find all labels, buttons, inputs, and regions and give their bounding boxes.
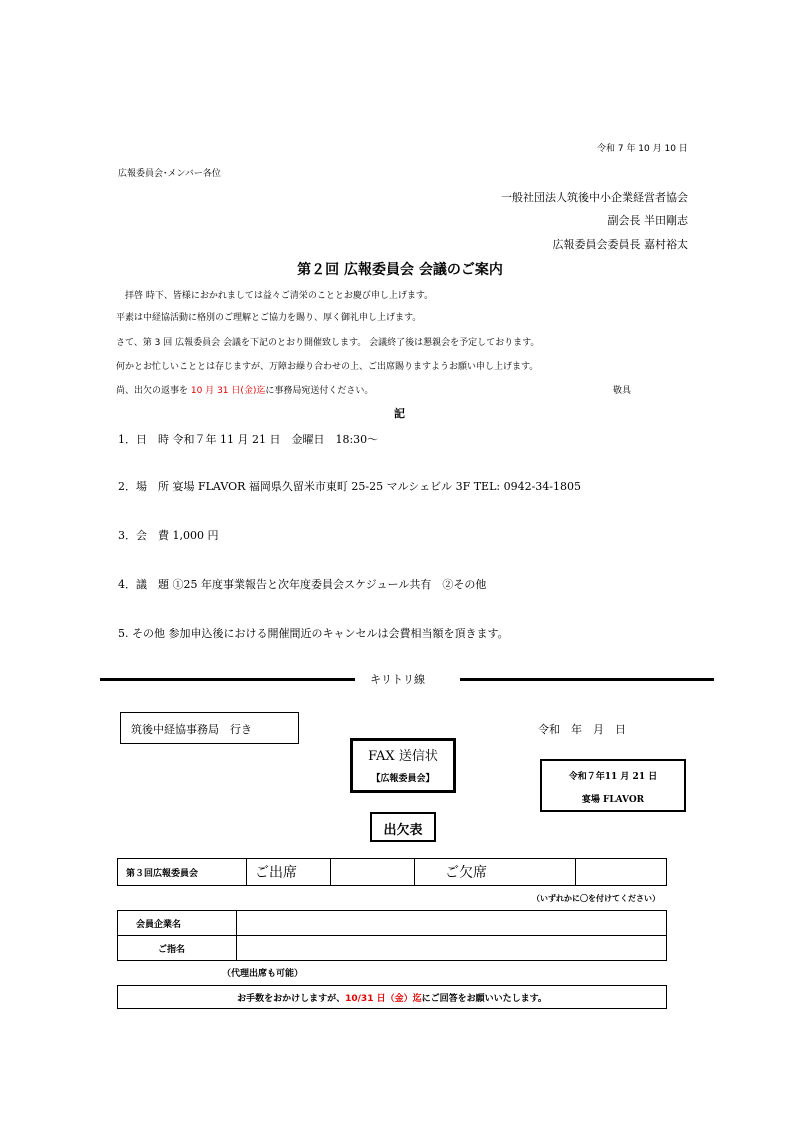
request-paragraph: 何かとお忙しいこととは存じますが、万障お繰り合わせの上、ご出席賜りますようお願い申し上げます。 xyxy=(116,362,539,372)
recipient: 広報委員会･メンバー各位 xyxy=(118,169,221,179)
cut-line-right xyxy=(460,678,714,681)
event-date: 令和７年11 月 21 日 xyxy=(568,772,658,782)
reply-date-line: 令和 年 月 日 xyxy=(538,723,626,736)
fax-title-box xyxy=(350,738,456,793)
company-label: 会員企業名 xyxy=(118,911,237,936)
address-to: 筑後中経協事務局 行き xyxy=(131,723,252,736)
absent-mark-cell[interactable] xyxy=(576,859,667,886)
reply-request-paragraph xyxy=(116,383,373,396)
attendance-table xyxy=(117,858,667,886)
absent-option[interactable]: ご欠席 xyxy=(415,859,576,886)
cut-line-left xyxy=(100,678,355,681)
footer-post: にご回答をお願いいたします。 xyxy=(421,994,547,1004)
sender-org: 一般社団法人筑後中小企業経営者協会 xyxy=(501,191,688,204)
announcement-paragraph: さて、第 3 回 広報委員会 会議を下記のとおり開催致します。 会議終了後は懇親会を予定しております。 xyxy=(116,338,540,348)
fax-title: FAX 送信状 xyxy=(368,749,438,764)
letter-date: 令和 7 年 10 月 10 日 xyxy=(597,144,688,154)
footer-text xyxy=(118,991,666,1004)
member-info-table xyxy=(117,910,667,961)
item-venue: 2．場 所 宴場 FLAVOR 福岡県久留米市東町 25-25 マルシェビル 3F TEL: 0942-34-1805 xyxy=(118,480,581,493)
sender-chair: 広報委員会委員長 嘉村裕太 xyxy=(552,238,688,251)
event-info-box xyxy=(540,759,686,812)
item-other: 5. その他 参加申込後における開催間近のキャンセルは会費相当額を頂きます。 xyxy=(118,627,509,640)
attend-mark-cell[interactable] xyxy=(331,859,415,886)
footer-pre: お手数をおかけしますが、 xyxy=(237,994,346,1004)
address-box xyxy=(120,712,299,744)
reply-request-post: に事務局宛送付ください。 xyxy=(265,386,374,396)
footer-box xyxy=(117,985,667,1009)
attendance-row-label: 第３回広報委員会 xyxy=(118,859,247,886)
footer-deadline: 10/31 日（金）迄 xyxy=(345,994,422,1004)
greeting-paragraph: 拝啓 時下、皆様におかれましては益々ご清栄のこととお慶び申し上げます。 xyxy=(125,291,434,301)
item-datetime: 1．日 時 令和７年 11 月 21 日 金曜日 18:30～ xyxy=(118,433,379,446)
ki-heading: 記 xyxy=(394,407,405,420)
proxy-note: （代理出席も可能） xyxy=(222,969,304,979)
attendance-title: 出欠表 xyxy=(383,823,423,838)
circle-instruction: （いずれかに〇を付けてください） xyxy=(532,894,660,903)
letter-title: 第２回 広報委員会 会議のご案内 xyxy=(297,262,503,278)
attendance-title-box xyxy=(370,812,436,842)
attend-option[interactable]: ご出席 xyxy=(247,859,331,886)
company-input[interactable] xyxy=(237,911,667,936)
sender-vice-president: 副会長 半田剛志 xyxy=(607,214,688,227)
name-input[interactable] xyxy=(237,936,667,961)
thanks-paragraph: 平素は中経協活動に格別のご理解とご協力を賜り、厚く御礼申し上げます。 xyxy=(116,313,422,323)
cut-line-label: キリトリ線 xyxy=(370,673,425,686)
item-agenda: 4．議 題 ①25 年度事業報告と次年度委員会スケジュール共有 ②その他 xyxy=(118,578,487,591)
fax-subtitle: 【広報委員会】 xyxy=(371,774,435,784)
event-venue: 宴場 FLAVOR xyxy=(581,795,645,805)
name-label: ご指名 xyxy=(118,936,237,961)
closing-word: 敬具 xyxy=(613,386,632,396)
reply-deadline: 10 月 31 日(金)迄 xyxy=(190,386,266,396)
item-fee: 3．会 費 1,000 円 xyxy=(118,529,219,542)
reply-request-pre: 尚、出欠の返事を xyxy=(116,386,189,396)
